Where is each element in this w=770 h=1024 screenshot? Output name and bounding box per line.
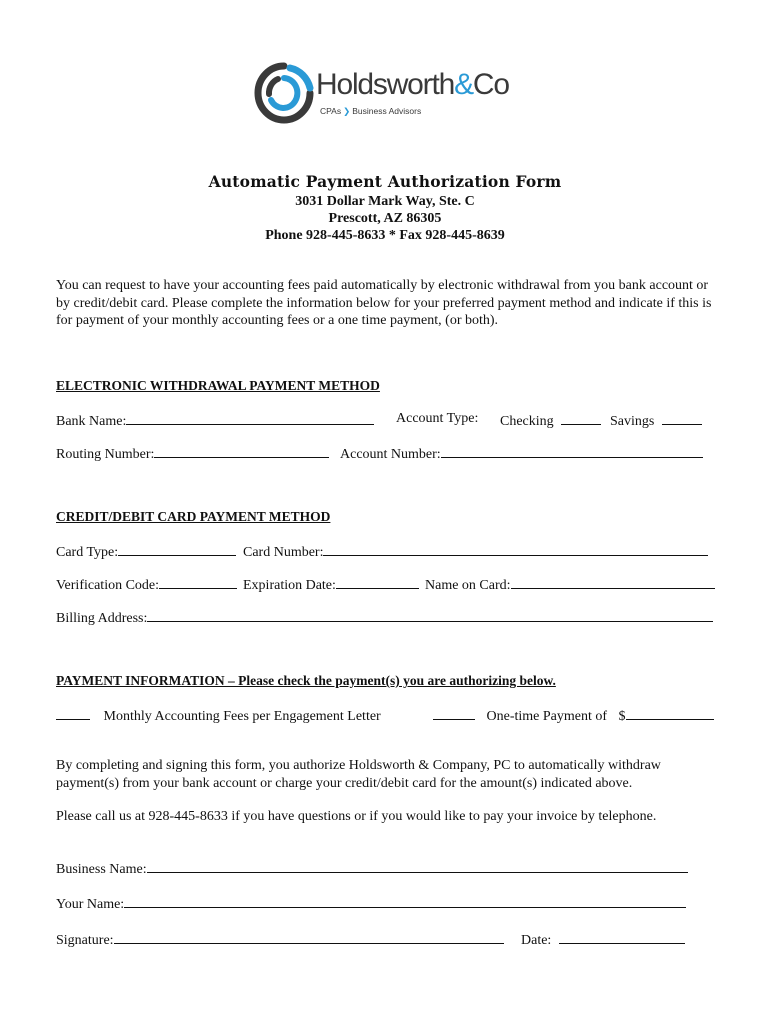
phone-fax: Phone 928-445-8633 * Fax 928-445-8639 bbox=[265, 228, 505, 243]
one-time-option bbox=[433, 706, 714, 724]
card-type-label: Card Type: bbox=[56, 545, 119, 560]
your-name-label: Your Name: bbox=[56, 897, 125, 912]
savings-option bbox=[610, 411, 702, 429]
account-number-label: Account Number: bbox=[340, 447, 441, 462]
one-time-label: One-time Payment of bbox=[486, 709, 608, 724]
monthly-checkbox-blank[interactable] bbox=[56, 706, 90, 720]
verification-code-field[interactable] bbox=[159, 575, 237, 589]
verification-code-row bbox=[56, 575, 237, 593]
card-heading: CREDIT/DEBIT CARD PAYMENT METHOD bbox=[56, 509, 331, 524]
monthly-label: Monthly Accounting Fees per Engagement Letter bbox=[103, 709, 381, 724]
account-number-row bbox=[340, 444, 703, 462]
authorization-paragraph: By completing and signing this form, you authorize Holdsworth & Company, PC to automatically withdraw payment(s) from your bank account or charge your credit/debit card for the amount(s) indicated above. bbox=[56, 758, 661, 791]
name-on-card-row bbox=[425, 575, 715, 593]
expiration-date-field[interactable] bbox=[336, 575, 419, 589]
call-paragraph: Please call us at 928-445-8633 if you have questions or if you would like to pay your invoice by telephone. bbox=[56, 809, 657, 824]
expiration-date-label: Expiration Date: bbox=[243, 578, 336, 593]
card-type-field[interactable] bbox=[118, 542, 236, 556]
date-row bbox=[521, 930, 685, 948]
bank-name-row bbox=[56, 411, 374, 429]
logo-wordmark: Holdsworth&Co bbox=[316, 68, 509, 101]
savings-label: Savings bbox=[610, 414, 655, 429]
intro-paragraph: You can request to have your accounting fees paid automatically by electronic withdrawal from you bank account or by credit/debit card. Please complete the information below for your preferred payment method and indicate if this is for payment of your monthly accounting fees or a one time payment, (or both). bbox=[56, 278, 712, 328]
electronic-heading: ELECTRONIC WITHDRAWAL PAYMENT METHOD bbox=[56, 378, 380, 393]
bank-name-label: Bank Name: bbox=[56, 414, 127, 429]
verification-code-label: Verification Code: bbox=[56, 578, 160, 593]
company-logo bbox=[254, 62, 534, 124]
business-name-field[interactable] bbox=[147, 859, 688, 873]
address-line-1: 3031 Dollar Mark Way, Ste. C bbox=[295, 194, 475, 209]
logo-tagline: CPAs ❯ Business Advisors bbox=[320, 106, 422, 116]
checking-label: Checking bbox=[500, 414, 554, 429]
signature-field[interactable] bbox=[114, 930, 504, 944]
routing-number-row bbox=[56, 444, 329, 462]
account-number-field[interactable] bbox=[441, 444, 703, 458]
billing-address-label: Billing Address: bbox=[56, 611, 148, 626]
form-title: Automatic Payment Authorization Form bbox=[208, 172, 562, 191]
payment-heading: PAYMENT INFORMATION – Please check the payment(s) you are authorizing below. bbox=[56, 673, 556, 688]
currency-symbol: $ bbox=[618, 709, 626, 724]
business-name-row bbox=[56, 859, 688, 877]
business-name-label: Business Name: bbox=[56, 862, 147, 877]
bank-name-field[interactable] bbox=[126, 411, 374, 425]
name-on-card-label: Name on Card: bbox=[425, 578, 511, 593]
date-field[interactable] bbox=[559, 930, 685, 944]
your-name-field[interactable] bbox=[124, 894, 686, 908]
monthly-option bbox=[56, 706, 381, 724]
expiration-date-row bbox=[243, 575, 419, 593]
billing-address-row bbox=[56, 608, 713, 626]
account-type-label: Account Type: bbox=[396, 411, 479, 426]
card-type-row bbox=[56, 542, 236, 560]
your-name-row bbox=[56, 894, 686, 912]
chevron-right-icon: ❯ bbox=[343, 106, 351, 116]
billing-address-field[interactable] bbox=[147, 608, 713, 622]
card-number-row bbox=[243, 542, 708, 560]
card-number-field[interactable] bbox=[323, 542, 708, 556]
routing-number-label: Routing Number: bbox=[56, 447, 155, 462]
signature-row bbox=[56, 930, 504, 948]
checking-option bbox=[500, 411, 601, 429]
name-on-card-field[interactable] bbox=[511, 575, 715, 589]
card-number-label: Card Number: bbox=[243, 545, 324, 560]
one-time-amount-field[interactable] bbox=[626, 706, 714, 720]
swirl-logo-icon bbox=[254, 62, 314, 124]
account-type-row bbox=[396, 411, 478, 429]
routing-number-field[interactable] bbox=[154, 444, 329, 458]
date-label: Date: bbox=[521, 933, 552, 948]
savings-blank[interactable] bbox=[662, 411, 702, 425]
signature-label: Signature: bbox=[56, 933, 114, 948]
one-time-checkbox-blank[interactable] bbox=[433, 706, 475, 720]
address-line-2: Prescott, AZ 86305 bbox=[328, 211, 442, 226]
checking-blank[interactable] bbox=[561, 411, 601, 425]
